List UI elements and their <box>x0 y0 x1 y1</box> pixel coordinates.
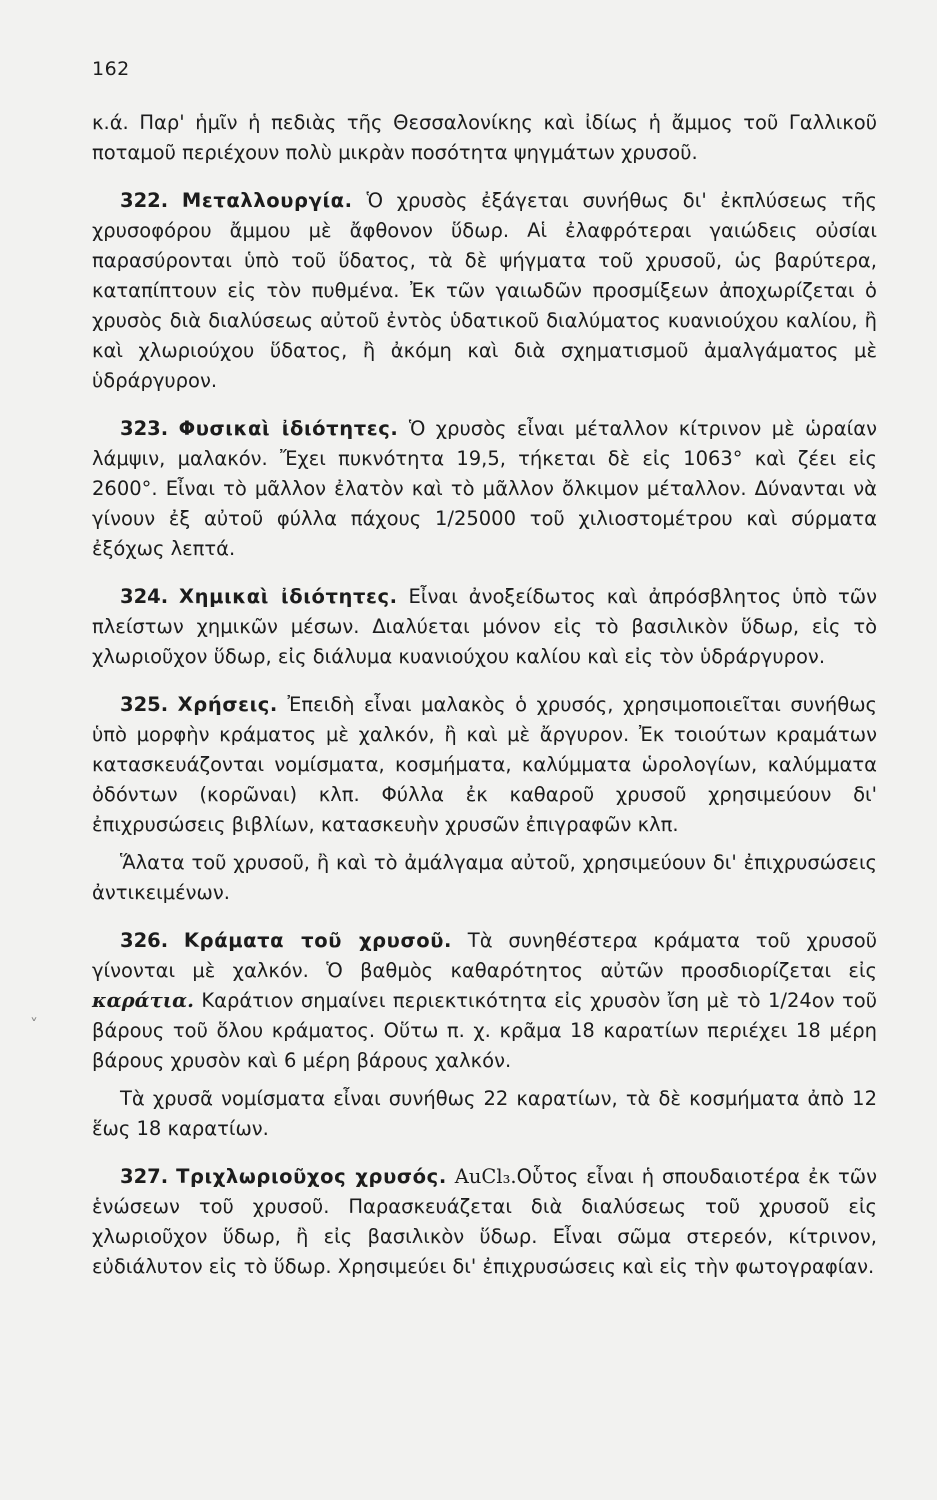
section-325 <box>92 690 877 840</box>
section-title: Τριχλωριοῦχος χρυσός. <box>176 1165 447 1188</box>
intro-paragraph: κ.ά. Παρ' ἡμῖν ἡ πεδιὰς τῆς Θεσσαλονίκης καὶ ἰδίως ἡ ἄμμος τοῦ Γαλλικοῦ ποταμοῦ περιέχουν πολὺ μικρὰν ποσότητα ψηγμάτων χρυσοῦ. <box>92 111 877 164</box>
section-number: 324. <box>120 585 169 608</box>
section-text: Ἐπειδὴ εἶναι μαλακὸς ὁ χρυσός, χρησιμοποιεῖται συνήθως ὑπὸ μορφὴν κράματος μὲ χαλκόν, ἢ καὶ μὲ ἄργυρον. Ἐκ τοιούτων κραμάτων κατασκευάζονται νομίσματα, κοσμήματα, καλύμματα ὡρολογίων, καλύμματα ὀδόντων (κορῶναι) κλπ. Φύλλα ἐκ καθαροῦ χρυσοῦ χρησιμεύουν δι' ἐπιχρυσώσεις βιβλίων, κατασκευὴν χρυσῶν ἐπιγραφῶν κλπ. <box>92 693 877 836</box>
karat-term: καράτια. <box>92 989 194 1012</box>
section-text: Τὰ συνηθέστερα κράματα τοῦ χρυσοῦ γίνονται μὲ χαλκόν. Ὁ βαθμὸς καθαρότητος αὐτῶν προσδιορίζεται εἰς <box>92 929 877 982</box>
section-number: 325. <box>120 693 169 716</box>
page-number: 162 <box>92 58 130 80</box>
section-title: Μεταλλουργία. <box>181 189 353 212</box>
section-text: Ὁ χρυσὸς εἶναι μέταλλον κίτρινον μὲ ὡραίαν λάμψιν, μαλακόν. Ἔχει πυκνότητα 19,5, τήκεται δὲ εἰς 1063° καὶ ζέει εἰς 2600°. Εἶναι τὸ μᾶλλον ἐλατὸν καὶ τὸ μᾶλλον ὄλκιμον μέταλλον. Δύνανται νὰ γίνουν ἐξ αὐτοῦ φύλλα πάχους 1/25000 τοῦ χιλιοστομέτρου καὶ σύρματα ἐξόχως λεπτά. <box>92 417 877 560</box>
section-323 <box>92 414 877 564</box>
section-title: Χρήσεις. <box>177 693 278 716</box>
section-327 <box>92 1162 877 1282</box>
section-322 <box>92 186 877 396</box>
section-326 <box>92 926 877 1076</box>
section-title: Χημικαὶ ἰδιότητες. <box>179 585 398 608</box>
section-text: Οὗτος εἶναι ἡ σπουδαιοτέρα ἐκ τῶν ἑνώσεων τοῦ χρυσοῦ. Παρασκευάζεται διὰ διαλύσεως τοῦ χρυσοῦ εἰς χλωριοῦχον ὕδωρ, ἢ εἰς βασιλικὸν ὕδωρ. Εἶναι σῶμα στερεόν, κίτρινον, εὐδιάλυτον εἰς τὸ ὕδωρ. Χρησιμεύει δι' ἐπιχρυσώσεις καὶ εἰς τὴν φωτογραφίαν. <box>92 1165 877 1278</box>
section-326-extra: Τὰ χρυσᾶ νομίσματα εἶναι συνήθως 22 καρατίων, τὰ δὲ κοσμήματα ἀπὸ 12 ἕως 18 καρατίων. <box>92 1087 877 1140</box>
section-324 <box>92 582 877 672</box>
section-text: Καράτιον σημαίνει περιεκτικότητα εἰς χρυσὸν ἴση μὲ τὸ 1/24ον τοῦ βάρους τοῦ ὅλου κράματος. Οὕτω π. χ. κρᾶμα 18 καρατίων περιέχει 18 μέρη βάρους χρυσὸν καὶ 6 μέρη βάρους χαλκόν. <box>92 989 877 1072</box>
section-number: 322. <box>120 189 169 212</box>
section-325-extra: Ἅλατα τοῦ χρυσοῦ, ἢ καὶ τὸ ἀμάλγαμα αὐτοῦ, χρησιμεύουν δι' ἐπιχρυσώσεις ἀντικειμένων. <box>92 851 877 904</box>
section-number: 326. <box>120 929 169 952</box>
margin-mark: ˅ <box>30 1015 38 1034</box>
section-number: 327. <box>120 1165 169 1188</box>
section-number: 323. <box>120 417 169 440</box>
section-title: Φυσικαὶ ἰδιότητες. <box>178 417 399 440</box>
chemical-formula: AuCl₃. <box>446 1165 517 1188</box>
section-text: Εἶναι ἀνοξείδωτος καὶ ἀπρόσβλητος ὑπὸ τῶν πλείστων χημικῶν μέσων. Διαλύεται μόνον εἰς τὸ βασιλικὸν ὕδωρ, εἰς τὸ χλωριοῦχον ὕδωρ, εἰς διάλυμα κυανιούχου καλίου καὶ εἰς τὸν ὑδράργυρον. <box>92 585 877 668</box>
section-text: Ὁ χρυσὸς ἐξάγεται συνήθως δι' ἐκπλύσεως τῆς χρυσοφόρου ἄμμου μὲ ἄφθονον ὕδωρ. Αἱ ἐλαφρότεραι γαιώδεις οὐσίαι παρασύρονται ὑπὸ τοῦ ὕδατος, τὰ δὲ ψήγματα τοῦ χρυσοῦ, ὡς βαρύτερα, καταπίπτουν εἰς τὸν πυθμένα. Ἐκ τῶν γαιωδῶν προσμίξεων ἀποχωρίζεται ὁ χρυσὸς διὰ διαλύσεως αὐτοῦ ἐντὸς ὑδατικοῦ διαλύματος κυανιούχου καλίου, ἢ καὶ χλωριούχου ὕδατος, ἢ ἀκόμη καὶ διὰ σχηματισμοῦ ἀμαλγάματος μὲ ὑδράργυρον. <box>92 189 877 392</box>
section-title: Κράματα τοῦ χρυσοῦ. <box>183 929 453 952</box>
